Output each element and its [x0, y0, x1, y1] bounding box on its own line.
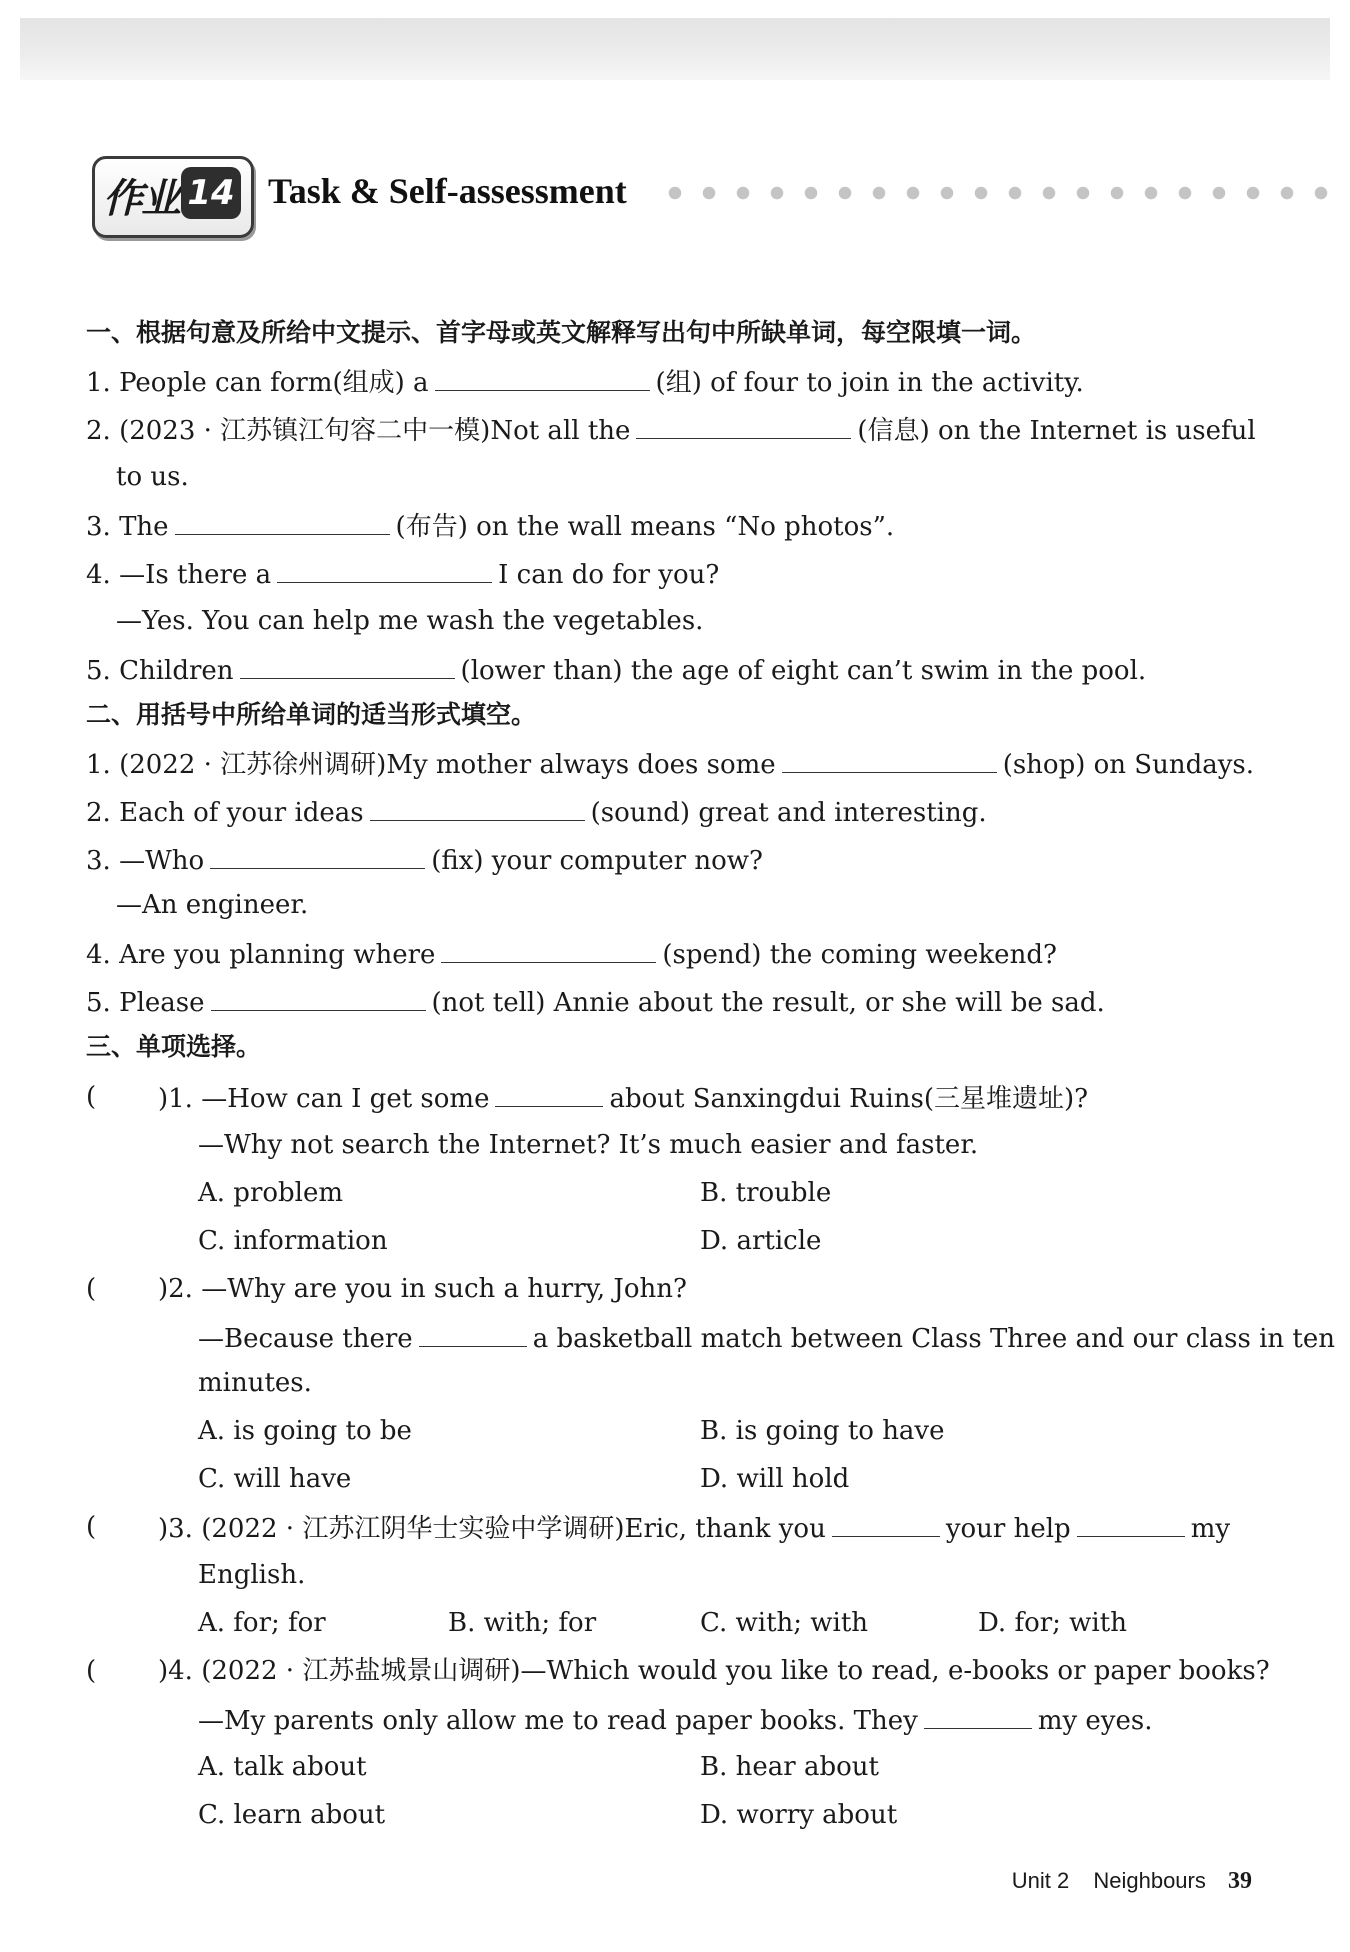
q2-reply-cont: minutes. — [198, 1368, 312, 1398]
q1-option-d[interactable]: D. article — [700, 1226, 822, 1256]
page-title: Task & Self-assessment — [268, 171, 627, 211]
q2-option-b[interactable]: B. is going to have — [700, 1416, 945, 1446]
q2-option-d[interactable]: D. will hold — [700, 1464, 850, 1494]
footer-unit: Unit 2 — [1011, 1868, 1070, 1893]
s1-item2: 2. (2023 · 江苏镇江句容二中一模)Not all the (信息) on the Internet is useful — [86, 412, 1256, 448]
q2-option-c[interactable]: C. will have — [198, 1464, 352, 1494]
page-number: 39 — [1228, 1868, 1252, 1894]
q2-stem: )2. —Why are you in such a hurry, John? — [158, 1274, 687, 1304]
s2-item4: 4. Are you planning where (spend) the coming weekend? — [86, 936, 1057, 972]
s1-item3: 3. The (布告) on the wall means “No photos”. — [86, 508, 894, 544]
answer-paren[interactable]: ( — [86, 1082, 97, 1112]
q1-stem: )1. —How can I get some about Sanxingdui Ruins(三星堆遗址)? — [158, 1080, 1088, 1116]
answer-blank[interactable] — [277, 556, 492, 583]
q4-option-d[interactable]: D. worry about — [700, 1800, 898, 1830]
q3-option-a[interactable]: A. for; for — [198, 1608, 326, 1638]
q3-option-d[interactable]: D. for; with — [978, 1608, 1127, 1638]
q3-option-b[interactable]: B. with; for — [448, 1608, 597, 1638]
q1-option-c[interactable]: C. information — [198, 1226, 388, 1256]
q3-stem: )3. (2022 · 江苏江阴华士实验中学调研)Eric, thank you your help my — [158, 1510, 1230, 1546]
s1-item4: 4. —Is there a I can do for you? — [86, 556, 719, 592]
q4-option-b[interactable]: B. hear about — [700, 1752, 879, 1782]
q3-option-c[interactable]: C. with; with — [700, 1608, 869, 1638]
decorative-dots — [658, 186, 1336, 200]
page-footer — [1012, 1868, 1252, 1895]
answer-blank[interactable] — [210, 842, 425, 869]
answer-paren[interactable]: ( — [86, 1656, 97, 1686]
answer-blank[interactable] — [419, 1320, 527, 1347]
badge-label: 作业 — [103, 176, 179, 222]
footer-unit-name: Neighbours — [1093, 1868, 1206, 1893]
q3-stem-cont: English. — [198, 1560, 306, 1590]
answer-blank[interactable] — [435, 364, 650, 391]
q2-reply: —Because there a basketball match between Class Three and our class in ten — [198, 1320, 1335, 1356]
badge-number: 14 — [181, 167, 241, 219]
answer-blank[interactable] — [175, 508, 390, 535]
s1-item1: 1. People can form(组成) a (组) of four to join in the activity. — [86, 364, 1084, 400]
s2-item5: 5. Please (not tell) Annie about the result, or she will be sad. — [86, 984, 1105, 1020]
s2-item3: 3. —Who (fix) your computer now? — [86, 842, 763, 878]
answer-blank[interactable] — [370, 794, 585, 821]
q4-stem: )4. (2022 · 江苏盐城景山调研)—Which would you like to read, e-books or paper books? — [158, 1656, 1270, 1686]
q1-reply: —Why not search the Internet? It’s much easier and faster. — [198, 1130, 979, 1160]
s2-item1: 1. (2022 · 江苏徐州调研)My mother always does some (shop) on Sundays. — [86, 746, 1254, 782]
q2-option-a[interactable]: A. is going to be — [198, 1416, 412, 1446]
answer-paren[interactable]: ( — [86, 1274, 97, 1304]
answer-blank[interactable] — [1077, 1510, 1185, 1537]
answer-blank[interactable] — [495, 1080, 603, 1107]
q4-option-a[interactable]: A. talk about — [198, 1752, 367, 1782]
answer-paren[interactable]: ( — [86, 1512, 97, 1542]
s2-item2: 2. Each of your ideas (sound) great and interesting. — [86, 794, 987, 830]
top-band — [20, 18, 1330, 80]
s2-item3-reply: —An engineer. — [116, 890, 309, 920]
s1-item5: 5. Children (lower than) the age of eight can’t swim in the pool. — [86, 652, 1146, 688]
section3-heading: 三、单项选择。 — [86, 1032, 262, 1061]
answer-blank[interactable] — [782, 746, 997, 773]
q1-option-b[interactable]: B. trouble — [700, 1178, 832, 1208]
s1-item4-reply: —Yes. You can help me wash the vegetables. — [116, 606, 704, 636]
answer-blank[interactable] — [240, 652, 455, 679]
assignment-badge — [92, 156, 254, 238]
q4-option-c[interactable]: C. learn about — [198, 1800, 386, 1830]
answer-blank[interactable] — [441, 936, 656, 963]
answer-blank[interactable] — [924, 1702, 1032, 1729]
s1-item2-cont: to us. — [116, 462, 189, 492]
section1-heading: 一、根据句意及所给中文提示、首字母或英文解释写出句中所缺单词，每空限填一词。 — [86, 318, 1037, 347]
q4-reply: —My parents only allow me to read paper books. They my eyes. — [198, 1702, 1153, 1738]
answer-blank[interactable] — [636, 412, 851, 439]
q1-option-a[interactable]: A. problem — [198, 1178, 344, 1208]
section2-heading: 二、用括号中所给单词的适当形式填空。 — [86, 700, 537, 729]
answer-blank[interactable] — [832, 1510, 940, 1537]
answer-blank[interactable] — [211, 984, 426, 1011]
